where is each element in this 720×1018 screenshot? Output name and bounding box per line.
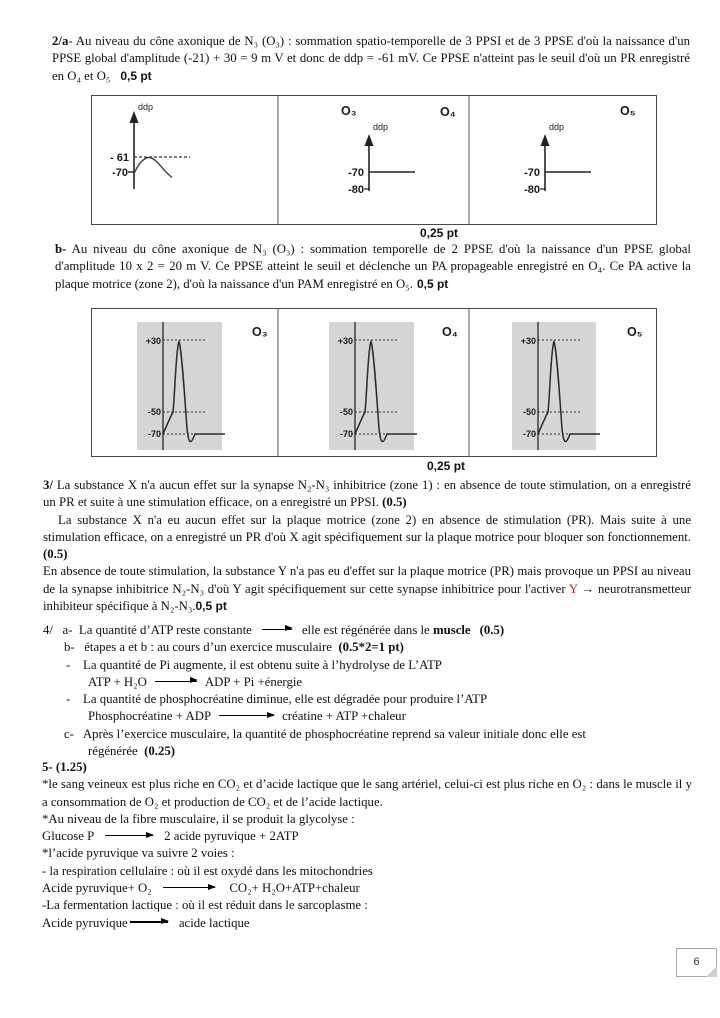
fig2-panel-title-o3: O₃ <box>252 325 268 339</box>
answer-5-fermentation <box>42 897 692 914</box>
answer-5-blood-text <box>42 776 692 811</box>
answer-3-text-2: La substance X n'a eu aucun effet sur la plaque motrice (zone 2) en absence de stimulation (PR). Mais suite à une stimulation efficace, on a enregistré un PR d'où X agit spécifiquement sur la plaque motrice pour bloquer son fonctionnement. <box>43 512 691 544</box>
phosphocreatine-equation <box>88 708 691 725</box>
figure-1 <box>91 95 657 225</box>
answer-3-points-2: (0.5) <box>43 547 68 562</box>
figure-2 <box>91 308 657 457</box>
fig1-panel-o3 <box>110 102 190 189</box>
fig2-o5-value-minus70: -70 <box>522 429 536 439</box>
answer-5-respiration-span: - la respiration cellulaire : où il est oxydé dans les mitochondries <box>42 863 373 878</box>
equation-right: CO₂+ H₂O+ATP+chaleur <box>222 881 360 896</box>
answer-2a-label: 2/a <box>52 34 69 48</box>
equation-left: Acide pyruvique+ O₂ <box>42 881 155 896</box>
answer-3-points-3: 0,5 pt <box>195 599 227 614</box>
answer-5-respiration <box>42 863 692 880</box>
fig2-o4-value-minus70: -70 <box>339 429 353 439</box>
answer-4c-text-2: régénérée <box>88 744 145 759</box>
answer-5-heading <box>42 759 692 776</box>
fig2-panel-o4 <box>329 322 417 450</box>
fig1-o3-axis-label: ddp <box>138 102 154 112</box>
answer-2b <box>55 241 691 293</box>
answer-4-pc-text: - La quantité de phosphocréatine diminue, elle est dégradée pour produire l’ATP <box>66 692 488 707</box>
equation-right: ADP + Pi +énergie <box>204 674 303 689</box>
answer-3-text-1: La substance X n'a aucun effet sur la synapse N₂-N₃ inhibitrice (zone 1) : en absence de toute stimulation, on a enregistré un PR et suite à une stimulation efficace, on a enregistré un PPSI. <box>43 478 691 510</box>
answer-5-glycolysis-span: *Au niveau de la fibre musculaire, il se produit la glycolyse : <box>42 811 355 826</box>
fig2-o5-value-plus30: +30 <box>520 336 536 346</box>
glycolysis-equation <box>42 828 692 845</box>
fig1-o5-value-70: -70 <box>524 167 540 179</box>
answer-4a-text-1: 4/ a- La quantité d’ATP reste constante <box>43 623 252 637</box>
answer-3-paragraph-1 <box>43 477 691 512</box>
fig2-o4-value-minus50: -50 <box>339 407 353 417</box>
answer-5 <box>42 759 692 932</box>
answer-2a-text: - Au niveau du cône axonique de N₃ (O₃) : sommation spatio-temporelle de 3 PPSI et de 3 PPSE d'où la naissance d'un PPSE global d'amplitude (-21) + 30 = 9 m V et donc de ddp = -61 mV. Ce PPSE n'atteint pas le seuil d'où un PR enregistré en O₄ et O₅ <box>52 34 690 83</box>
right-arrow <box>219 715 274 716</box>
fig1-panel-o5 <box>524 122 591 196</box>
figure-2-points: 0,25 pt <box>427 459 466 473</box>
answer-5-pyruvic-intro <box>42 845 692 862</box>
answer-2b-label: b- <box>55 242 67 256</box>
answer-4 <box>43 622 691 760</box>
right-arrow <box>130 921 168 922</box>
answer-3-paragraph-2 <box>43 512 691 564</box>
folded-corner-icon <box>706 966 717 977</box>
right-arrow <box>155 681 197 682</box>
answer-3-label: 3/ <box>43 478 53 492</box>
answer-4-pi-text: - La quantité de Pi augmente, il est obtenu suite à l’hydrolyse de L’ATP <box>66 657 442 672</box>
respiration-equation <box>42 880 692 897</box>
fig2-panel-title-o5: O₅ <box>627 325 643 339</box>
fig1-panel-title-o4: O₄ <box>440 105 456 119</box>
equation-left: Phosphocréatine + ADP <box>88 709 212 724</box>
answer-4-line-a <box>43 622 691 639</box>
fig1-panel-o4 <box>348 122 415 196</box>
fig2-panel-o3 <box>137 322 225 450</box>
equation-left: ATP + H₂O <box>88 674 147 689</box>
answer-5-fermentation-span: -La fermentation lactique : où il est réduit dans le sarcoplasme : <box>42 898 368 913</box>
fig1-panel-title-o5: O₅ <box>620 104 636 118</box>
answer-3-paragraph-3 <box>43 563 691 615</box>
answer-4a-points: (0.5) <box>479 623 505 637</box>
fig1-panel-title-o3: O₃ <box>341 104 357 118</box>
answer-3-text-3b: → neurotransmetteur inhibiteur spécifique à N₂-N₃. <box>43 581 691 614</box>
page-number: 6 <box>693 956 700 968</box>
answer-4a-text-2: elle est régénérée dans le <box>301 623 433 637</box>
answer-4-item-pi <box>66 657 691 674</box>
answer-4b-points: (0.5*2=1 pt) <box>338 640 404 655</box>
fig1-o4-value-80: -80 <box>348 184 364 196</box>
answer-5-points: 5- (1.25) <box>42 760 87 774</box>
fig2-o3-value-minus70: -70 <box>147 429 161 439</box>
answer-5-glycolysis-intro <box>42 811 692 828</box>
answer-5-blood-span: *le sang veineux est plus riche en CO₂ et d’acide lactique que le sang artériel, celui-ci est plus riche en O₂ : dans le muscle il y a consommation de O₂ et production de CO₂ et de l’acide lactique. <box>42 777 692 809</box>
fig1-o4-axis-label: ddp <box>373 122 389 132</box>
fig2-o3-value-minus50: -50 <box>147 407 161 417</box>
figure-1-points: 0,25 pt <box>420 226 459 240</box>
fig1-o5-value-80: -80 <box>524 184 540 196</box>
answer-2b-text: Au niveau du cône axonique de N₃ (O₃) : sommation temporelle de 2 PPSE d'où la naissance d'un PPSE global d'amplitude 10 x 2 = 20 m V. Ce PPSE atteint le seuil et déclenche un PA propageable enregistré en O₄. Ce PA active la plaque motrice (zone 2), d'où la naissance d'un PAM enregistré en O₅. <box>55 242 691 291</box>
fig2-o5-value-minus50: -50 <box>522 407 536 417</box>
page-number-box <box>676 948 717 977</box>
fig1-o5-axis-label: ddp <box>549 122 565 132</box>
fig2-o4-value-plus30: +30 <box>337 336 353 346</box>
answer-5-pyruvic-span: *l’acide pyruvique va suivre 2 voies : <box>42 846 235 861</box>
equation-right: acide lactique <box>175 915 250 930</box>
answer-3-points-1: (0.5) <box>382 495 407 510</box>
answer-4c-text: c- Après l’exercice musculaire, la quantité de phosphocréatine reprend sa valeur initiale donc elle est <box>64 726 586 741</box>
right-arrow <box>105 835 153 836</box>
substance-y-highlight: Y <box>568 581 578 596</box>
answer-2b-points: 0,5 pt <box>416 276 449 291</box>
equation-left: Acide pyruvique <box>42 915 128 930</box>
answer-4b-text: b- étapes a et b : au cours d’un exercice musculaire <box>64 640 339 655</box>
answer-4-line-b <box>64 639 691 656</box>
figure-2-canvas <box>92 309 656 456</box>
fig1-o4-value-70: -70 <box>348 167 364 179</box>
fig1-o3-value-61: - 61 <box>110 152 129 164</box>
equation-left: Glucose P <box>42 829 97 844</box>
right-arrow <box>262 629 292 630</box>
fig2-o3-value-plus30: +30 <box>145 336 161 346</box>
atp-hydrolysis-equation <box>88 674 691 691</box>
figure-1-canvas <box>92 96 656 224</box>
answer-2a <box>52 33 690 85</box>
answer-4-item-phosphocreatine <box>66 691 691 708</box>
fig2-panel-title-o4: O₄ <box>442 325 458 339</box>
answer-4-line-c <box>64 726 691 743</box>
answer-4c-points: (0.25) <box>144 744 176 759</box>
equation-right: 2 acide pyruvique + 2ATP <box>160 829 299 844</box>
answer-4a-muscle: muscle <box>432 623 471 637</box>
fig1-o3-value-70: -70 <box>112 167 128 179</box>
answer-4-line-c2 <box>88 743 691 760</box>
answer-3 <box>43 477 691 615</box>
fig2-panel-o5 <box>512 322 600 450</box>
equation-right: créatine + ATP +chaleur <box>282 709 406 724</box>
answer-2a-points: 0,5 pt <box>120 68 152 83</box>
right-arrow <box>163 887 215 888</box>
fermentation-equation <box>42 915 692 932</box>
answer-3-text-3a: En absence de toute stimulation, la substance Y n'a pas eu d'effet sur la plaque motrice (PR) mais provoque un PPSI au niveau de la synapse inhibitrice N₂-N₃ d'où Y agit spécifiquement sur cette synapse inhibitrice pour l'activer <box>43 564 691 596</box>
